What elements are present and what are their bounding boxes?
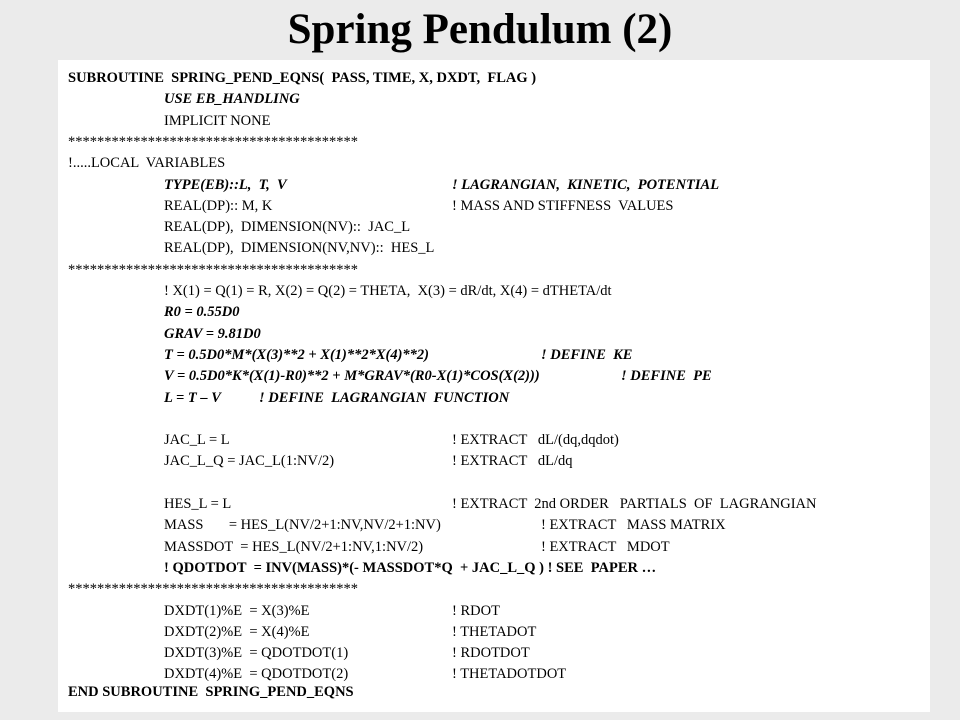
blank-line	[58, 409, 930, 430]
code-line	[58, 111, 930, 132]
code-text: END SUBROUTINE SPRING_PEND_EQNS	[68, 684, 354, 700]
code-line	[58, 302, 930, 323]
code-text: ! QDOTDOT = INV(MASS)*(- MASSDOT*Q + JAC_L_Q ) ! SEE PAPER …	[164, 559, 657, 576]
blank-line	[58, 473, 930, 494]
code-listing	[58, 60, 930, 712]
code-line-with-comment	[58, 643, 930, 664]
code-text: REAL(DP):: M, K	[164, 197, 273, 214]
code-comment: ! RDOTDOT	[452, 645, 530, 662]
code-comment: ! THETADOT	[452, 623, 537, 640]
code-text: ****************************************	[68, 133, 358, 150]
code-text: REAL(DP), DIMENSION(NV,NV):: HES_L	[164, 240, 435, 257]
code-line	[58, 558, 930, 579]
code-comment: ! THETADOTDOT	[452, 666, 567, 683]
code-line	[58, 153, 930, 174]
code-line-with-comment	[58, 494, 930, 515]
code-text: R0 = 0.55D0	[164, 304, 240, 321]
code-text: ! X(1) = Q(1) = R, X(2) = Q(2) = THETA, X(3) = dR/dt, X(4) = dTHETA/dt	[164, 283, 612, 299]
code-text: ****************************************	[68, 581, 358, 598]
code-line-with-comment	[58, 601, 930, 622]
code-text: REAL(DP), DIMENSION(NV):: JAC_L	[164, 219, 411, 236]
code-line	[58, 68, 930, 89]
code-line	[58, 281, 930, 302]
code-comment: ! LAGRANGIAN, KINETIC, POTENTIAL	[452, 176, 720, 193]
code-text: MASSDOT = HES_L(NV/2+1:NV,1:NV/2)	[164, 538, 424, 555]
code-comment: ! EXTRACT dL/dq	[452, 453, 573, 470]
code-text: GRAV = 9.81D0	[164, 325, 261, 342]
code-line	[58, 579, 930, 600]
code-text: SUBROUTINE SPRING_PEND_EQNS( PASS, TIME, X, DXDT, FLAG )	[68, 70, 537, 86]
code-text: ****************************************	[68, 261, 358, 278]
code-text: L = T – V	[164, 389, 221, 406]
code-text: TYPE(EB)::L, T, V	[164, 176, 287, 193]
code-comment: ! EXTRACT dL/(dq,dqdot)	[452, 432, 619, 449]
code-text: DXDT(3)%E = QDOTDOT(1)	[164, 645, 349, 662]
code-line-with-comment	[58, 388, 930, 409]
code-line-with-comment	[58, 515, 930, 536]
code-comment: ! EXTRACT MASS MATRIX	[541, 517, 726, 534]
code-text: JAC_L_Q = JAC_L(1:NV/2)	[164, 453, 335, 470]
code-comment: ! DEFINE PE	[621, 368, 712, 385]
code-comment: ! EXTRACT 2nd ORDER PARTIALS OF LAGRANGIAN	[452, 496, 817, 512]
code-line	[58, 89, 930, 110]
code-line-with-comment	[58, 537, 930, 558]
code-text: DXDT(2)%E = X(4)%E	[164, 623, 310, 640]
code-text: MASS = HES_L(NV/2+1:NV,NV/2+1:NV)	[164, 517, 441, 534]
code-text: IMPLICIT NONE	[164, 112, 271, 129]
code-text: HES_L = L	[164, 496, 232, 512]
code-comment: ! DEFINE KE	[541, 346, 633, 363]
code-comment: ! EXTRACT MDOT	[541, 538, 670, 555]
code-line-with-comment	[58, 451, 930, 472]
code-line	[58, 217, 930, 238]
code-text: DXDT(4)%E = QDOTDOT(2)	[164, 666, 349, 683]
code-text: V = 0.5D0*K*(X(1)-R0)**2 + M*GRAV*(R0-X(1)*COS(X(2)))	[164, 368, 540, 385]
slide-title: Spring Pendulum (2)	[287, 6, 673, 53]
code-line-with-comment	[58, 175, 930, 196]
code-text: T = 0.5D0*M*(X(3)**2 + X(1)**2*X(4)**2)	[164, 346, 430, 363]
code-text: DXDT(1)%E = X(3)%E	[164, 602, 310, 619]
code-comment: ! DEFINE LAGRANGIAN FUNCTION	[259, 389, 510, 406]
code-line-with-comment	[58, 366, 930, 387]
code-line-with-comment	[58, 622, 930, 643]
code-line	[58, 132, 930, 153]
code-line-with-comment	[58, 196, 930, 217]
code-text: USE EB_HANDLING	[164, 91, 300, 108]
code-text: !.....LOCAL VARIABLES	[68, 155, 226, 172]
code-comment: ! RDOT	[452, 602, 500, 619]
code-line	[58, 260, 930, 281]
code-line	[58, 682, 930, 703]
code-text: JAC_L = L	[164, 432, 230, 449]
code-line-with-comment	[58, 430, 930, 451]
code-line	[58, 324, 930, 345]
code-line	[58, 238, 930, 259]
code-line-with-comment	[58, 345, 930, 366]
code-comment: ! MASS AND STIFFNESS VALUES	[452, 197, 674, 214]
